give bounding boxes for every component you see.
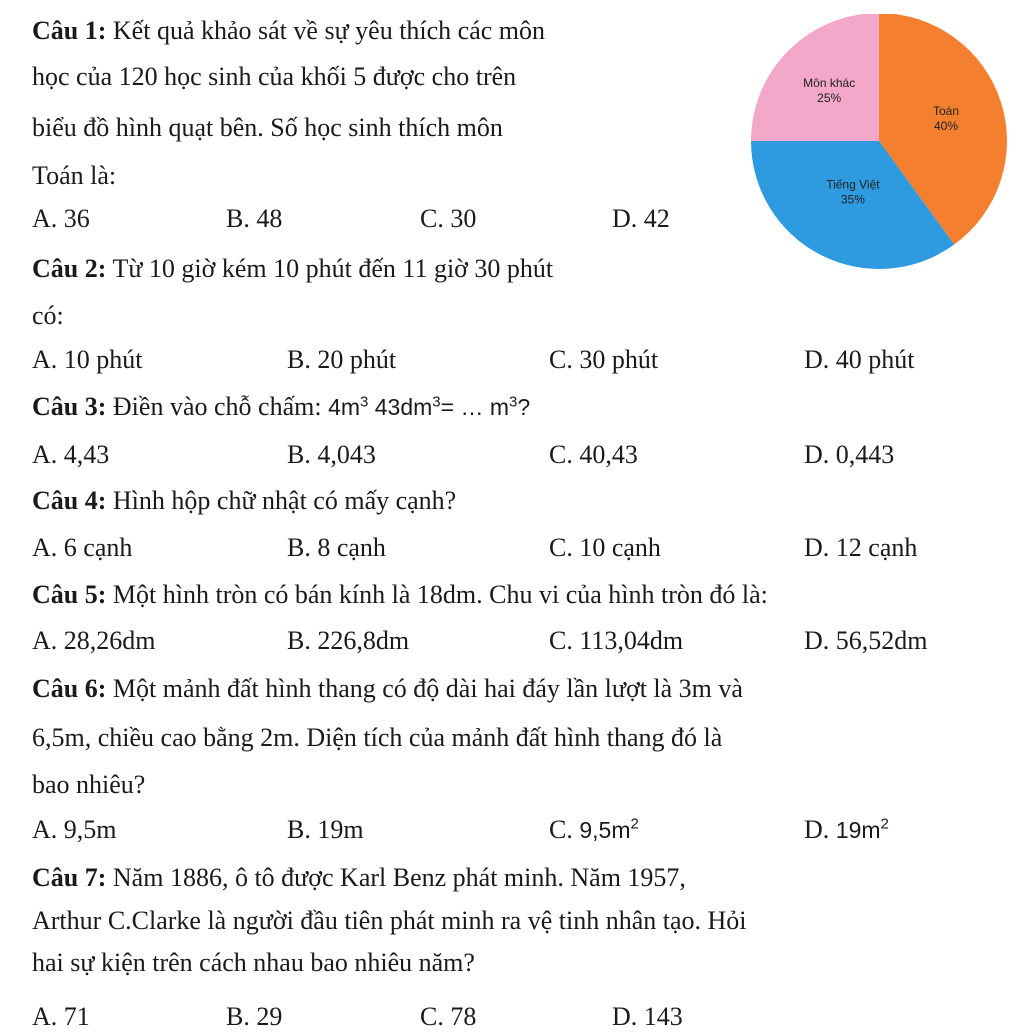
q5-line-1 [32,582,768,608]
q5-label: Câu 5: [32,580,107,609]
q3-expression [328,394,530,420]
q3-expr-c: = … m [440,394,510,420]
q3-text: Điền vào chỗ chấm: [112,392,322,421]
q3-option-b[interactable]: B. 4,043 [287,440,376,469]
q2-label: Câu 2: [32,254,107,283]
q4-option-c[interactable]: C. 10 cạnh [549,533,661,562]
q1-line-1 [32,18,545,44]
q1-option-b[interactable]: B. 48 [226,204,283,233]
q6-option-c-value: 9,5m [579,817,631,843]
q7-option-b[interactable]: B. 29 [226,1002,283,1031]
q7-text-1: Năm 1886, ô tô được Karl Benz phát minh. Năm 1957, [112,863,686,892]
q1-line-4: Toán là: [32,161,117,190]
q1-option-a[interactable]: A. 36 [32,204,90,233]
q1-option-c[interactable]: C. 30 [420,204,477,233]
q4-option-b[interactable]: B. 8 cạnh [287,533,386,562]
q3-label: Câu 3: [32,392,107,421]
q7-option-d[interactable]: D. 143 [612,1002,683,1031]
q6-option-c[interactable] [549,817,639,843]
q3-sup-1: 3 [360,393,369,411]
q6-option-d[interactable] [804,817,889,843]
q7-line-2: Arthur C.Clarke là người đầu tiên phát minh ra vệ tinh nhân tạo. Hỏi [32,906,747,935]
q3-option-a[interactable]: A. 4,43 [32,440,110,469]
pie-chart [736,14,1016,270]
q6-line-2: 6,5m, chiều cao bằng 2m. Diện tích của mảnh đất hình thang đó là [32,723,723,752]
q1-line-2: học của 120 học sinh của khối 5 được cho trên [32,62,517,91]
q4-option-a[interactable]: A. 6 cạnh [32,533,133,562]
q6-line-1 [32,676,743,702]
q7-label: Câu 7: [32,863,107,892]
pie-slice-name-1: Toán [932,104,960,119]
q4-text: Hình hộp chữ nhật có mấy cạnh? [112,486,457,515]
q7-option-a[interactable]: A. 71 [32,1002,90,1031]
q1-line-3: biểu đồ hình quạt bên. Số học sinh thích môn [32,113,503,142]
q1-option-d[interactable]: D. 42 [612,204,670,233]
q6-option-b[interactable]: B. 19m [287,815,364,844]
q2-option-c[interactable]: C. 30 phút [549,345,659,374]
pie-slice-value-2: 35% [840,192,865,207]
q1-text-1: Kết quả khảo sát về sự yêu thích các môn [112,16,546,45]
q4-label: Câu 4: [32,486,107,515]
q7-line-3: hai sự kiện trên cách nhau bao nhiêu năm? [32,948,475,977]
q5-option-b[interactable]: B. 226,8dm [287,626,410,655]
q2-option-b[interactable]: B. 20 phút [287,345,397,374]
q3-expr-b: 43dm [368,394,433,420]
q2-option-d[interactable]: D. 40 phút [804,345,915,374]
q3-option-d[interactable]: D. 0,443 [804,440,895,469]
pie-slice-value-3: 25% [817,91,842,106]
pie-slice-name-3: Môn khác [803,76,856,91]
q2-line-2: có: [32,301,64,330]
q5-option-a[interactable]: A. 28,26dm [32,626,156,655]
q6-line-3: bao nhiêu? [32,770,146,799]
q5-option-d[interactable]: D. 56,52dm [804,626,928,655]
q1-label: Câu 1: [32,16,107,45]
q7-option-c[interactable]: C. 78 [420,1002,477,1031]
q2-text-1: Từ 10 giờ kém 10 phút đến 11 giờ 30 phút [112,254,554,283]
q5-text: Một hình tròn có bán kính là 18dm. Chu vi của hình tròn đó là: [112,580,768,609]
q2-option-a[interactable]: A. 10 phút [32,345,143,374]
q4-line-1 [32,488,456,514]
pie-slice-name-2: Tiếng Việt [826,177,880,192]
q6-option-a[interactable]: A. 9,5m [32,815,117,844]
q3-expr-d: ? [517,394,531,420]
q6-text-1: Một mảnh đất hình thang có độ dài hai đáy lần lượt là 3m và [112,674,743,703]
q6-option-d-value: 19m [835,817,881,843]
pie-slice-value-1: 40% [933,119,959,134]
q3-line-1 [32,394,530,420]
q2-line-1 [32,256,553,282]
q6-option-c-sup: 2 [630,815,639,833]
q7-line-1 [32,865,686,891]
q5-option-c[interactable]: C. 113,04dm [549,626,684,655]
q3-expr-a: 4m [328,394,361,420]
q6-option-c-letter: C. [549,815,580,844]
q3-sup-2: 3 [432,393,441,411]
q3-sup-3: 3 [509,393,518,411]
q6-option-d-sup: 2 [880,815,889,833]
q3-option-c[interactable]: C. 40,43 [549,440,638,469]
q4-option-d[interactable]: D. 12 cạnh [804,533,918,562]
q6-option-d-letter: D. [804,815,836,844]
q6-label: Câu 6: [32,674,107,703]
